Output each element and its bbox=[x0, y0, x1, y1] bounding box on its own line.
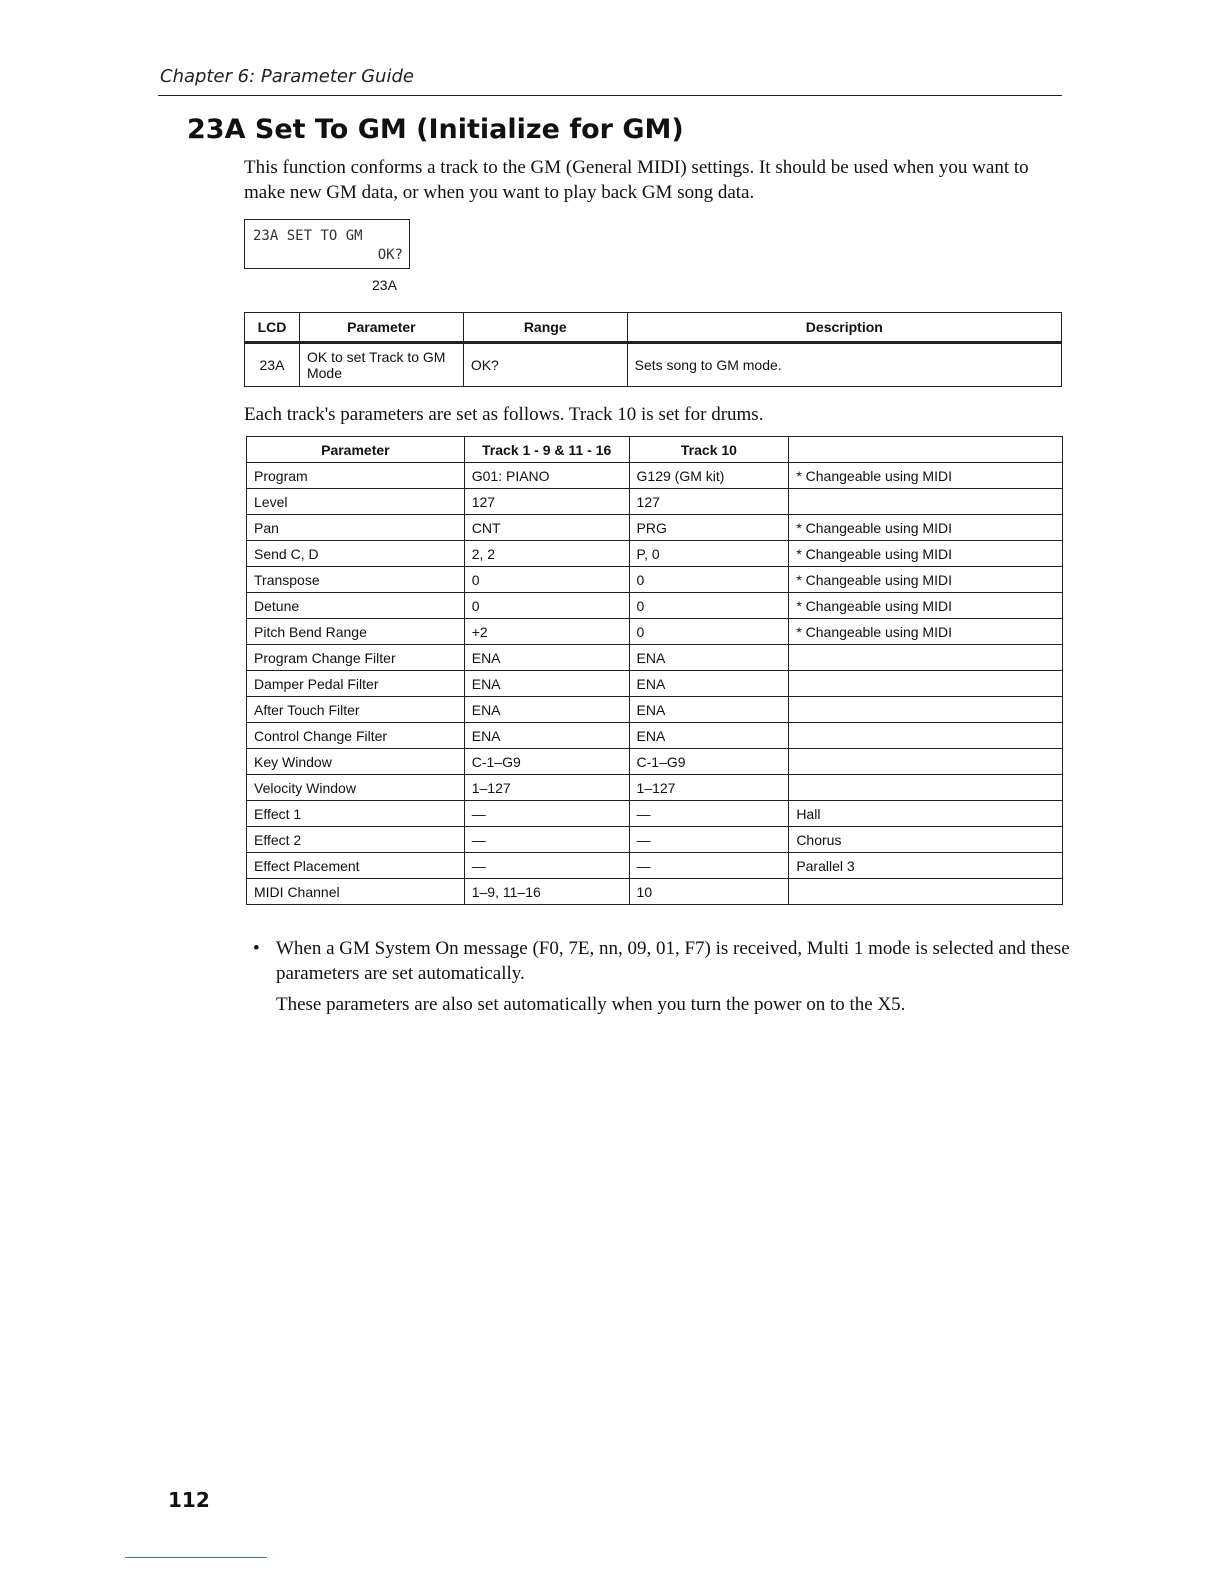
table-header-row bbox=[245, 313, 1062, 343]
table-row bbox=[247, 619, 1063, 645]
column-header: Description bbox=[627, 313, 1061, 343]
table-cell: 23A bbox=[245, 343, 300, 387]
table-cell: * Changeable using MIDI bbox=[789, 567, 1063, 593]
table-cell: — bbox=[629, 801, 789, 827]
table-cell: Effect 2 bbox=[247, 827, 465, 853]
table-cell: 127 bbox=[629, 489, 789, 515]
gm-settings-table bbox=[246, 436, 1063, 905]
table-cell: 1–127 bbox=[629, 775, 789, 801]
table-row bbox=[247, 593, 1063, 619]
table-cell: Chorus bbox=[789, 827, 1063, 853]
column-header: Track 10 bbox=[629, 437, 789, 463]
table-cell: Program bbox=[247, 463, 465, 489]
table-cell: * Changeable using MIDI bbox=[789, 619, 1063, 645]
table-cell: * Changeable using MIDI bbox=[789, 593, 1063, 619]
table-cell: Sets song to GM mode. bbox=[627, 343, 1061, 387]
column-header: Parameter bbox=[299, 313, 463, 343]
table-row bbox=[247, 749, 1063, 775]
table-cell: 1–9, 11–16 bbox=[464, 879, 629, 905]
table-row bbox=[247, 515, 1063, 541]
table-cell: G01: PIANO bbox=[464, 463, 629, 489]
table-cell: OK? bbox=[463, 343, 627, 387]
table-cell: Pan bbox=[247, 515, 465, 541]
table-cell: ENA bbox=[629, 697, 789, 723]
table-cell: 1–127 bbox=[464, 775, 629, 801]
gm-settings-body bbox=[247, 463, 1063, 905]
settings-intro: Each track's parameters are set as follows. Track 10 is set for drums. bbox=[244, 404, 764, 425]
table-row bbox=[245, 343, 1062, 387]
table-row bbox=[247, 853, 1063, 879]
table-cell: ENA bbox=[464, 723, 629, 749]
column-header: Range bbox=[463, 313, 627, 343]
table-cell: P, 0 bbox=[629, 541, 789, 567]
table-row bbox=[247, 827, 1063, 853]
column-header: Track 1 - 9 & 11 - 16 bbox=[464, 437, 629, 463]
table-cell: ENA bbox=[464, 697, 629, 723]
table-row bbox=[247, 541, 1063, 567]
table-cell: — bbox=[629, 853, 789, 879]
table-row bbox=[247, 463, 1063, 489]
table-cell: Program Change Filter bbox=[247, 645, 465, 671]
column-header: LCD bbox=[245, 313, 300, 343]
table-cell: CNT bbox=[464, 515, 629, 541]
table-cell: Effect 1 bbox=[247, 801, 465, 827]
table-cell: Parallel 3 bbox=[789, 853, 1063, 879]
table-cell bbox=[789, 697, 1063, 723]
table-cell: PRG bbox=[629, 515, 789, 541]
table-cell: Level bbox=[247, 489, 465, 515]
table-cell: — bbox=[464, 801, 629, 827]
table-row bbox=[247, 697, 1063, 723]
table-row bbox=[247, 671, 1063, 697]
table-cell: ENA bbox=[629, 723, 789, 749]
footnote-rule bbox=[125, 1557, 267, 1558]
table-cell: * Changeable using MIDI bbox=[789, 515, 1063, 541]
table-cell: 127 bbox=[464, 489, 629, 515]
table-row bbox=[247, 879, 1063, 905]
column-header: Parameter bbox=[247, 437, 465, 463]
table-cell bbox=[789, 749, 1063, 775]
table-cell: ENA bbox=[629, 645, 789, 671]
power-on-note: These parameters are also set automatically when you turn the power on to the X5. bbox=[276, 994, 906, 1015]
table-header-row bbox=[247, 437, 1063, 463]
lcd-display bbox=[244, 219, 410, 269]
bullet-icon: • bbox=[253, 938, 260, 959]
lcd-caption: 23A bbox=[372, 277, 397, 293]
table-cell bbox=[789, 645, 1063, 671]
table-row bbox=[247, 801, 1063, 827]
table-cell bbox=[789, 671, 1063, 697]
table-cell: 2, 2 bbox=[464, 541, 629, 567]
table-cell: +2 bbox=[464, 619, 629, 645]
table-cell: After Touch Filter bbox=[247, 697, 465, 723]
table-cell: MIDI Channel bbox=[247, 879, 465, 905]
table-row bbox=[247, 723, 1063, 749]
table-cell: Transpose bbox=[247, 567, 465, 593]
table-cell: Send C, D bbox=[247, 541, 465, 567]
table-cell: * Changeable using MIDI bbox=[789, 541, 1063, 567]
lcd-line-1: 23A SET TO GM bbox=[253, 228, 363, 244]
table-cell: 0 bbox=[629, 619, 789, 645]
page-number: 112 bbox=[168, 1488, 210, 1512]
table-cell: 0 bbox=[464, 593, 629, 619]
table-cell: Hall bbox=[789, 801, 1063, 827]
bullet-note bbox=[253, 936, 1073, 986]
table-cell: ENA bbox=[629, 671, 789, 697]
table-row bbox=[247, 567, 1063, 593]
table-cell: — bbox=[629, 827, 789, 853]
table-cell: ENA bbox=[464, 645, 629, 671]
table-cell: G129 (GM kit) bbox=[629, 463, 789, 489]
table-cell: Effect Placement bbox=[247, 853, 465, 879]
table-cell bbox=[789, 489, 1063, 515]
parameter-table bbox=[244, 312, 1062, 387]
table-cell: — bbox=[464, 853, 629, 879]
table-cell: Control Change Filter bbox=[247, 723, 465, 749]
intro-paragraph: This function conforms a track to the GM (General MIDI) settings. It should be used when you want to make new GM data, or when you want to play back GM song data. bbox=[244, 157, 1029, 203]
table-cell: 10 bbox=[629, 879, 789, 905]
bullet-text: When a GM System On message (F0, 7E, nn, 09, 01, F7) is received, Multi 1 mode is selected and these parameters are set automatically. bbox=[276, 938, 1070, 984]
table-cell: C-1–G9 bbox=[629, 749, 789, 775]
table-cell: Detune bbox=[247, 593, 465, 619]
table-row bbox=[247, 645, 1063, 671]
lcd-line-2: OK? bbox=[377, 247, 403, 263]
table-cell: 0 bbox=[629, 593, 789, 619]
table-cell: 0 bbox=[629, 567, 789, 593]
table-cell: 0 bbox=[464, 567, 629, 593]
header-rule bbox=[158, 95, 1062, 96]
table-row bbox=[247, 489, 1063, 515]
table-cell: C-1–G9 bbox=[464, 749, 629, 775]
chapter-title: Chapter 6: Parameter Guide bbox=[160, 66, 414, 87]
table-cell: ENA bbox=[464, 671, 629, 697]
table-cell: * Changeable using MIDI bbox=[789, 463, 1063, 489]
table-cell bbox=[789, 723, 1063, 749]
section-title: 23A Set To GM (Initialize for GM) bbox=[187, 114, 684, 145]
table-cell: Key Window bbox=[247, 749, 465, 775]
table-row bbox=[247, 775, 1063, 801]
table-cell: Pitch Bend Range bbox=[247, 619, 465, 645]
column-header bbox=[789, 437, 1063, 463]
table-cell: Velocity Window bbox=[247, 775, 465, 801]
table-cell bbox=[789, 879, 1063, 905]
table-cell bbox=[789, 775, 1063, 801]
table-cell: Damper Pedal Filter bbox=[247, 671, 465, 697]
table-cell: — bbox=[464, 827, 629, 853]
table-cell: OK to set Track to GM Mode bbox=[299, 343, 463, 387]
